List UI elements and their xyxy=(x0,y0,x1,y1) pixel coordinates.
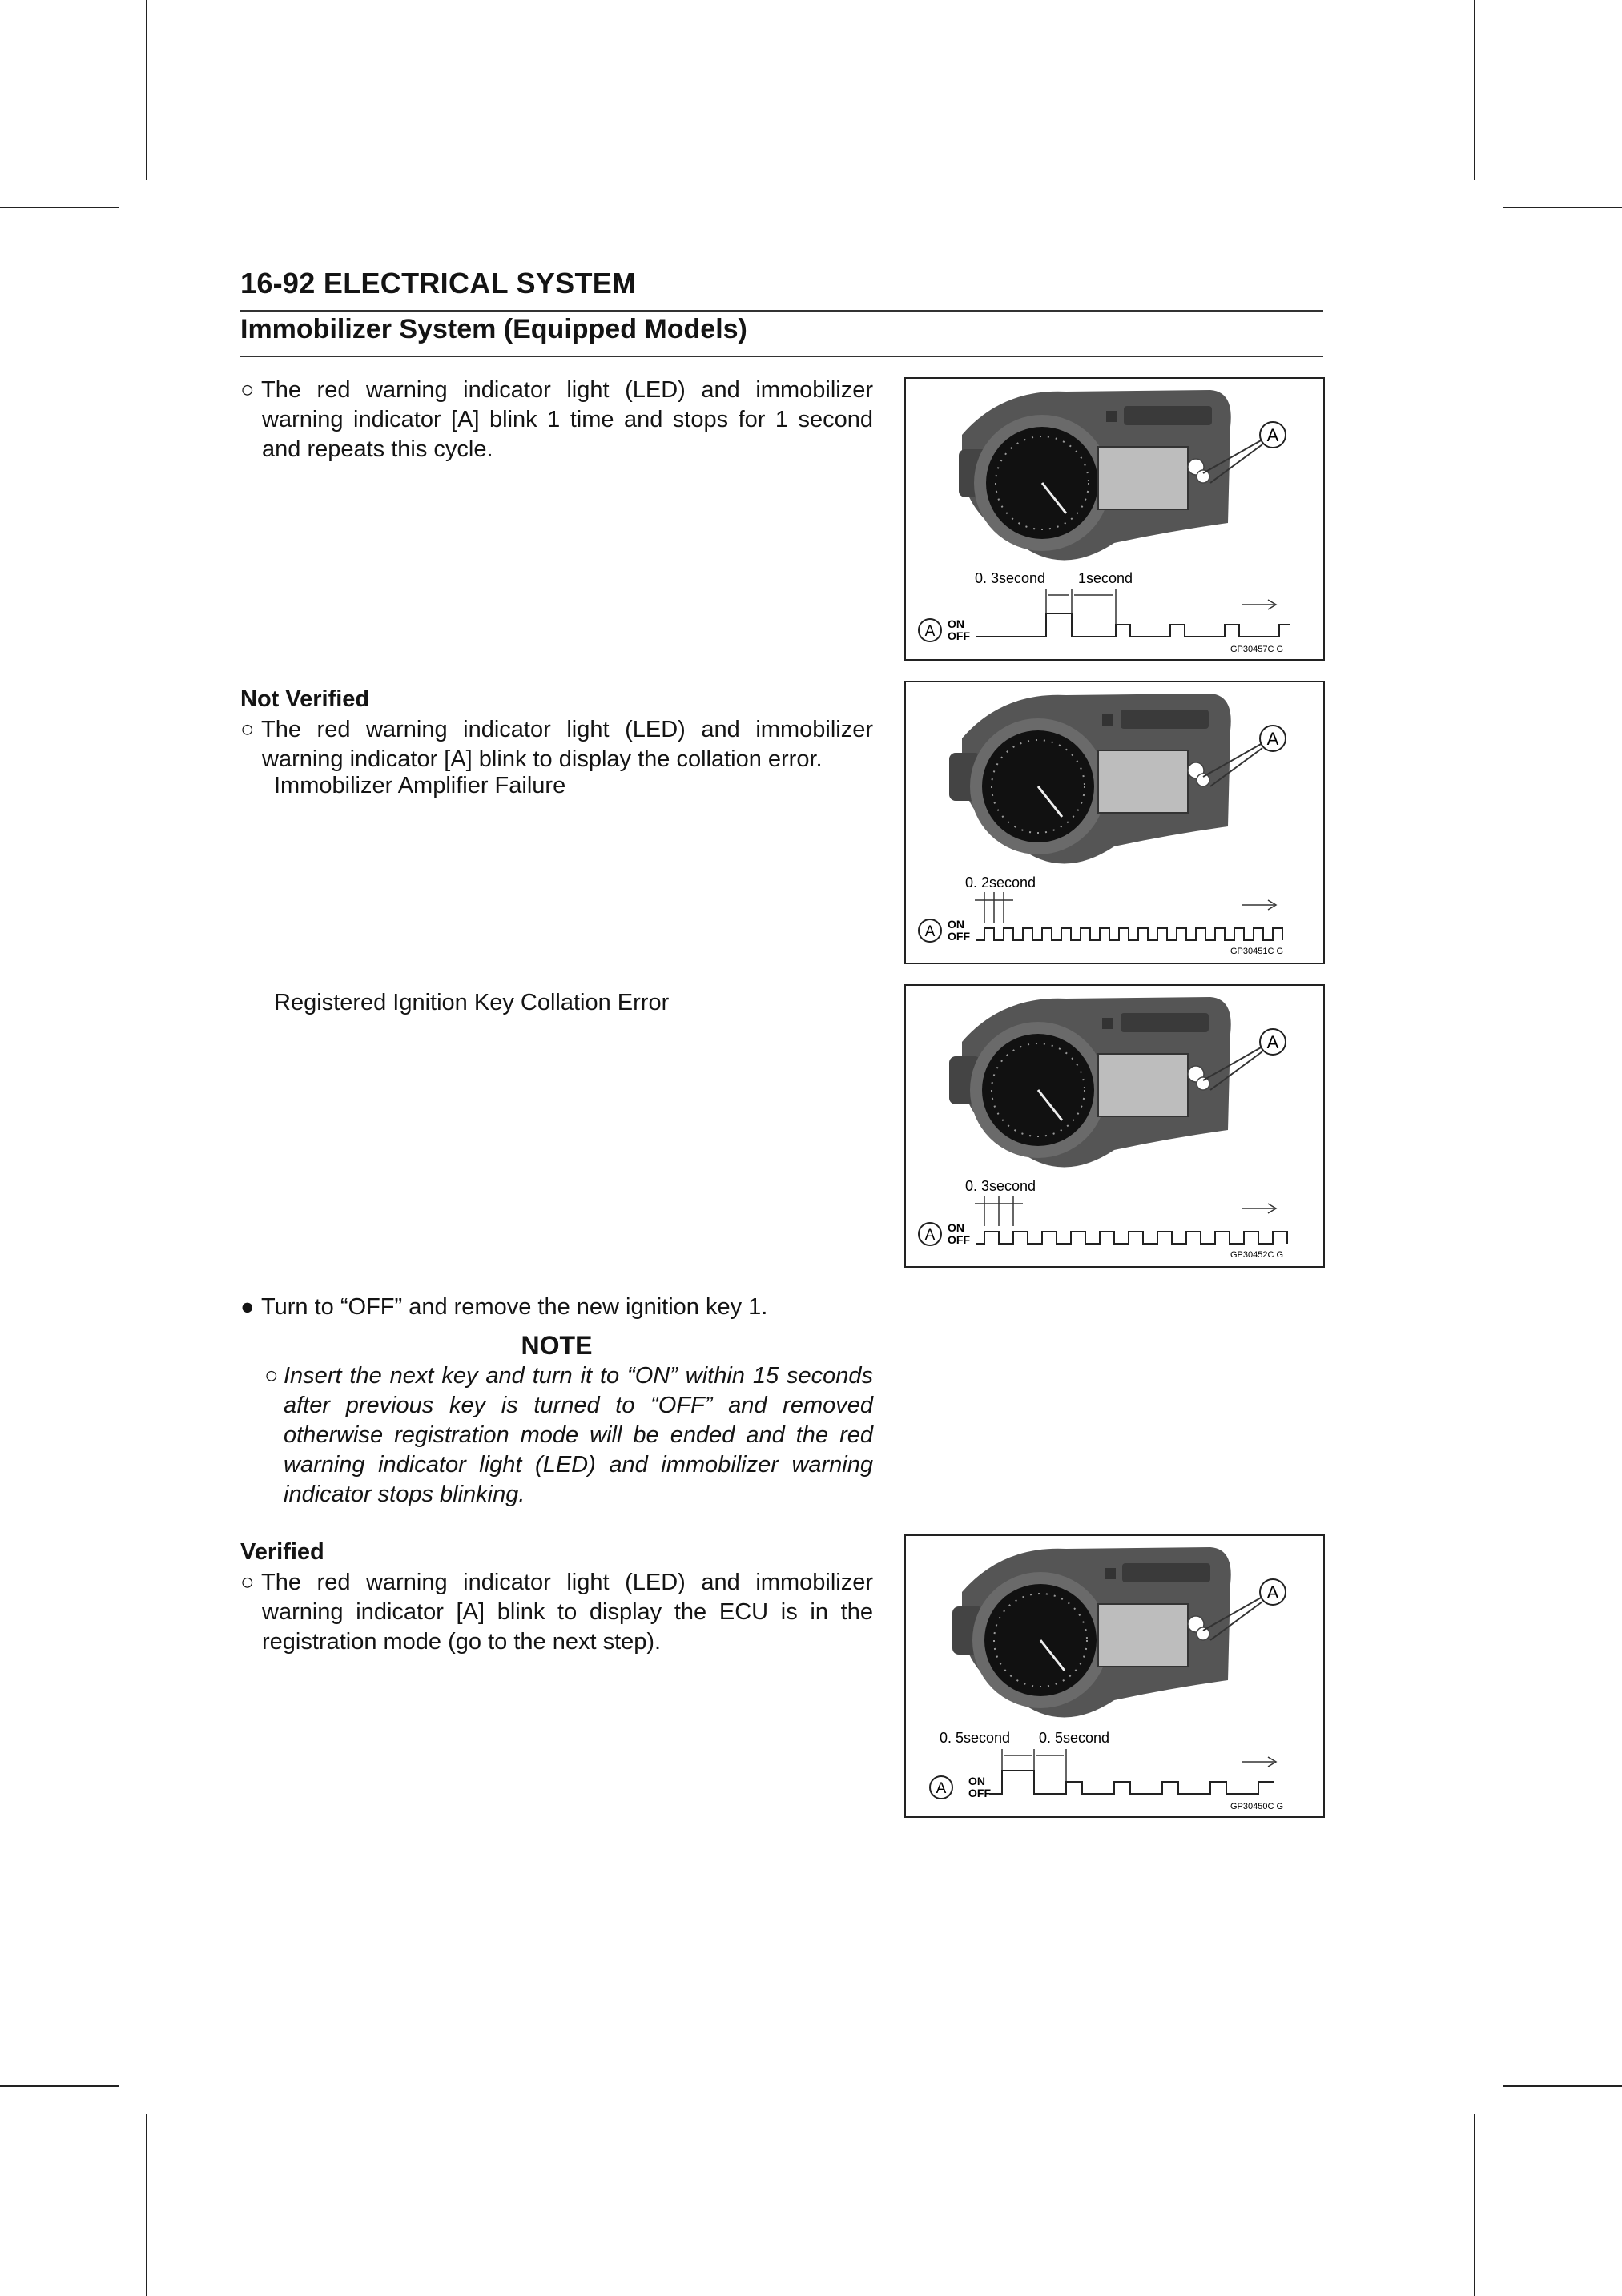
crop-mark xyxy=(1503,207,1622,208)
figure-meter-1 xyxy=(904,377,1325,661)
note-paragraph xyxy=(264,1361,873,1510)
key-collation-error-label: Registered Ignition Key Collation Error xyxy=(274,990,670,1015)
timing-diagram xyxy=(919,1178,1287,1260)
callout-a-label: A xyxy=(1266,425,1279,445)
callout-a-label: A xyxy=(924,1227,936,1244)
verified-heading: Verified xyxy=(240,1539,324,1565)
timing-label: 0. 5second xyxy=(940,1730,1011,1746)
timing-label: 0. 3second xyxy=(975,570,1046,586)
paragraph-text: The red warning indicator light (LED) and immobilizer warning indicator [A] blink to display the collation error. xyxy=(261,717,873,772)
crop-mark xyxy=(0,207,119,208)
off-label: OFF xyxy=(948,629,970,642)
off-label: OFF xyxy=(948,930,970,943)
callout-a-label: A xyxy=(924,923,936,940)
circle-bullet-icon: ○ xyxy=(240,1570,255,1595)
instrument-cluster-illustration xyxy=(949,997,1231,1168)
on-label: ON xyxy=(948,617,964,630)
header-rule xyxy=(240,310,1323,312)
crop-mark xyxy=(1474,0,1475,180)
instrument-cluster-illustration xyxy=(959,390,1231,561)
figure-meter-2 xyxy=(904,681,1325,964)
timing-label: 1second xyxy=(1078,570,1133,586)
bullet-turn-off xyxy=(240,1293,873,1322)
figure-code: GP30451C G xyxy=(1230,947,1284,956)
page-title: 16-92 ELECTRICAL SYSTEM xyxy=(240,267,637,300)
figure-meter-3 xyxy=(904,984,1325,1268)
circle-bullet-icon: ○ xyxy=(240,377,255,403)
figure-code: GP30450C G xyxy=(1230,1802,1284,1811)
callout-a-label: A xyxy=(936,1780,947,1797)
section-title: Immobilizer System (Equipped Models) xyxy=(240,314,747,344)
crop-mark xyxy=(0,2085,119,2087)
callout-a-label: A xyxy=(924,623,936,640)
timing-diagram xyxy=(919,570,1290,654)
crop-mark xyxy=(146,2114,147,2296)
figure-code: GP30452C G xyxy=(1230,1250,1284,1260)
callout-a-label: A xyxy=(1266,1582,1279,1602)
timing-diagram xyxy=(919,875,1283,956)
figure-code: GP30457C G xyxy=(1230,645,1284,654)
instrument-cluster-illustration xyxy=(949,694,1231,864)
not-verified-heading: Not Verified xyxy=(240,686,370,712)
note-text: Insert the next key and turn it to “ON” within 15 seconds after previous key is turned to “OFF” and removed otherwise registration mode will be ended and the red warning indicator light (LED) and immobilizer warning indicator stops blinking. xyxy=(284,1363,873,1507)
dot-bullet-icon: ● xyxy=(240,1294,255,1320)
paragraph-collation-error xyxy=(240,715,873,774)
paragraph-registration-mode xyxy=(240,1568,873,1657)
timing-diagram xyxy=(930,1730,1283,1811)
off-label: OFF xyxy=(948,1233,970,1246)
amplifier-failure-label: Immobilizer Amplifier Failure xyxy=(274,773,566,798)
paragraph-text: Turn to “OFF” and remove the new ignition key 1. xyxy=(261,1294,768,1320)
callout-a-label: A xyxy=(1266,1032,1279,1052)
figure-meter-4 xyxy=(904,1534,1325,1818)
section-rule xyxy=(240,356,1323,357)
off-label: OFF xyxy=(968,1787,991,1799)
paragraph-blink-cycle xyxy=(240,376,873,464)
timing-label: 0. 3second xyxy=(965,1178,1036,1194)
paragraph-text: The red warning indicator light (LED) and immobilizer warning indicator [A] blink to display the ECU is in the registration mode (go to the next step). xyxy=(261,1570,873,1655)
circle-bullet-icon: ○ xyxy=(240,717,255,742)
timing-label: 0. 2second xyxy=(965,875,1036,891)
on-label: ON xyxy=(968,1775,985,1787)
circle-bullet-icon: ○ xyxy=(264,1363,279,1389)
instrument-cluster-illustration xyxy=(952,1547,1231,1718)
timing-label: 0. 5second xyxy=(1039,1730,1110,1746)
crop-mark xyxy=(1503,2085,1622,2087)
on-label: ON xyxy=(948,1221,964,1234)
on-label: ON xyxy=(948,918,964,931)
callout-a-label: A xyxy=(1266,729,1279,749)
crop-mark xyxy=(1474,2114,1475,2296)
crop-mark xyxy=(146,0,147,180)
note-title: NOTE xyxy=(521,1331,593,1360)
paragraph-text: The red warning indicator light (LED) and immobilizer warning indicator [A] blink 1 time and stops for 1 second and repeats this cycle. xyxy=(261,377,873,462)
